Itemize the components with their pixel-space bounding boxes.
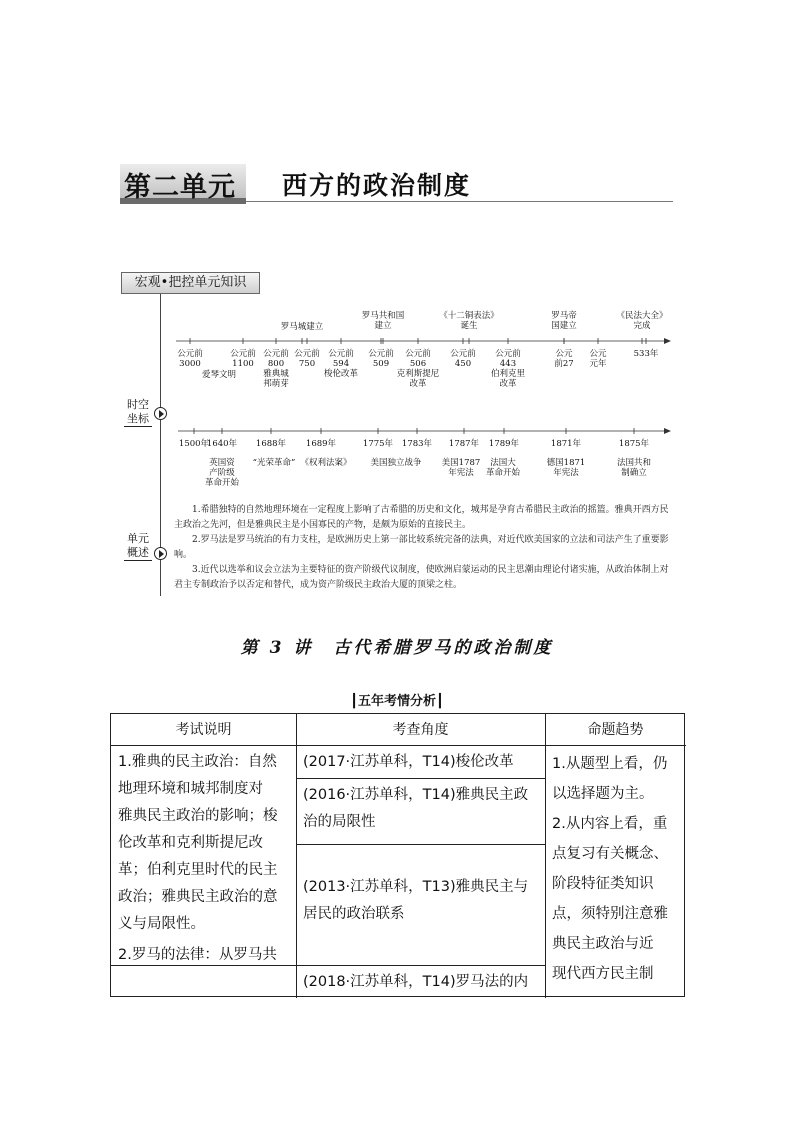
cell-line: (2017·江苏单科，T14)梭伦改革 — [303, 754, 514, 770]
timeline2-year-line: 1875年 — [618, 439, 650, 449]
timeline2-year-line: 1783年 — [401, 439, 433, 449]
cell-line: 阶段特征类知识 — [552, 876, 654, 892]
cell-line: 居民的政治联系 — [303, 906, 405, 922]
timeline1-date-label-line: 800 — [267, 359, 285, 369]
timeline1-date-label — [177, 349, 203, 369]
timeline2-year — [363, 439, 393, 449]
cell-line: 1.从题型上看，仍 — [552, 756, 668, 772]
timeline1-date-label-line: 公元 — [589, 349, 607, 359]
timeline-label-line2: 坐标 — [127, 412, 149, 425]
overview-paragraph: 1.希腊独特的自然地理环境在一定程度上影响了古希腊的历史和文化，城邦是孕育古希腊民主政治的摇篮。雅典开西方民主政治之先河，但是雅典民主是小国寡民的产物，是颇为原始的直接民主。 — [174, 505, 669, 530]
overview-paragraph: 3.近代以选举和议会立法为主要特征的资产阶级代议制度，使欧洲启蒙运动的民主思潮由理论付诸实施，从政治体制上对君主专制政治予以否定和替代，成为资产阶级民主政治大厦的顶梁之柱。 — [174, 565, 669, 590]
timeline1-event-above — [362, 311, 405, 331]
cell-line: (2013·江苏单科，T13)雅典民主与 — [303, 879, 529, 895]
cell-line: 点，须特别注意雅 — [552, 906, 668, 922]
timeline2-event — [547, 458, 586, 478]
table-header-trend: 命题趋势 — [587, 722, 644, 738]
cell-line: 1.雅典的民主政治：自然 — [118, 754, 277, 770]
timeline2-year-line: 1500年 — [178, 439, 210, 449]
timeline1-date-label-line: 3000 — [179, 359, 201, 369]
timeline2-year-line: 1689年 — [305, 439, 337, 449]
timeline1-date-label-line: 克利斯提尼 — [396, 369, 440, 379]
timeline1-date-label-line: 450 — [454, 359, 472, 369]
timeline2-year-line: 1789年 — [488, 439, 520, 449]
timeline1-date-label — [263, 349, 289, 389]
cell-line: 以选择题为主。 — [552, 786, 654, 802]
cell-line: 点复习有关概念、 — [552, 846, 668, 862]
timeline1-event-above-line: 诞生 — [460, 321, 478, 331]
cell-line: (2018·江苏单科，T14)罗马法的内 — [303, 974, 529, 990]
timeline2-event-line: 法国大 — [490, 458, 516, 468]
timeline1-event-above-line: 罗马帝 — [551, 311, 577, 321]
timeline2-event — [486, 458, 520, 478]
table-divider — [296, 844, 545, 845]
timeline2-year — [179, 439, 209, 449]
table-divider — [296, 778, 545, 779]
lecture-title: 第 3 讲 古代希腊罗马的政治制度 — [240, 638, 554, 658]
analysis-table — [110, 713, 685, 997]
timeline1-date-label — [202, 370, 236, 380]
timeline1-date-label-line: 公元前 — [405, 349, 431, 359]
timeline1-date-label-line: 533年 — [633, 349, 659, 359]
timeline2-arrow-icon — [664, 428, 671, 434]
overview-label-line2: 概述 — [127, 546, 149, 559]
cell-line: (2016·江苏单科，T14)雅典民主政 — [303, 787, 529, 803]
timeline2-year-line: 1871年 — [550, 439, 582, 449]
timeline1-date-label-line: 公元前 — [328, 349, 354, 359]
angle-cell — [303, 782, 543, 836]
timeline1-date-label-line: 公元 — [555, 349, 573, 359]
timeline2-year — [256, 439, 286, 449]
cell-line: 现代西方民主制 — [552, 966, 654, 982]
timeline1-event-above — [439, 311, 499, 331]
cell-line: 雅典民主政治的影响；梭 — [118, 808, 278, 824]
timeline1-arrow-icon — [664, 338, 671, 344]
timeline1-date-label — [397, 349, 440, 389]
timeline1-date-label-line: 雅典城 — [263, 369, 289, 379]
timeline2-event-line: 产阶级 — [209, 468, 235, 478]
timeline1-date-label — [450, 349, 476, 369]
trend-cell — [552, 749, 684, 989]
timeline2-year — [207, 439, 237, 449]
timeline1-date-label — [634, 349, 659, 359]
timeline1-event-above — [281, 322, 324, 332]
timeline2-event — [205, 458, 239, 488]
cell-line: 2.从内容上看，重 — [552, 816, 668, 832]
timeline1-event-above-line: 《民法大全》 — [616, 311, 668, 321]
timeline1-date-label — [554, 349, 573, 369]
timeline2-year-line: 1640年 — [206, 439, 238, 449]
timeline2-year-line: 1688年 — [255, 439, 287, 449]
timeline2-event-line: 年宪法 — [553, 468, 579, 478]
timeline2-year — [489, 439, 519, 449]
timeline1-event-above-line: 完成 — [633, 321, 651, 331]
timeline2-event-line: “光荣革命” — [252, 458, 296, 468]
timeline1-event-above — [551, 311, 577, 331]
overview-label-line1: 单元 — [127, 532, 149, 545]
timeline1-date-label-line: 750 — [298, 359, 316, 369]
table-divider — [296, 714, 297, 998]
cell-line: 地理环境和城邦制度对 — [118, 781, 263, 797]
timeline1-date-label-line: 公元前 — [263, 349, 289, 359]
timeline1-date-label-line: 伯利克里 — [490, 369, 526, 379]
timeline1-event-above-line: 国建立 — [551, 321, 577, 331]
timeline1-date-label-line: 公元前 — [230, 349, 256, 359]
table-header-exam: 考试说明 — [175, 722, 232, 738]
timeline1-date-label — [368, 349, 394, 369]
timeline1-date-label — [589, 349, 606, 369]
timeline2-event — [253, 458, 296, 468]
timeline1-date-label-line: 前27 — [554, 359, 574, 369]
timeline1-date-label-line: 梭伦改革 — [323, 369, 359, 379]
timeline2-event-line: 美国独立战争 — [370, 458, 422, 468]
timeline2-year — [551, 439, 581, 449]
timeline2-year-line: 1787年 — [448, 439, 480, 449]
timeline2-year — [402, 439, 432, 449]
timeline2-event-line: 年宪法 — [448, 468, 474, 478]
cell-line: 伦改革和克利斯提尼改 — [118, 835, 263, 851]
timeline1-date-label — [230, 349, 256, 369]
unit-title: 西方的政治制度 — [282, 171, 472, 200]
timeline1-date-label-line: 506 — [409, 359, 427, 369]
timeline2-event-line: 《权利法案》 — [300, 458, 352, 468]
cell-line: 政治；雅典民主政治的意 — [118, 889, 278, 905]
angle-cell — [303, 969, 543, 996]
timeline1-date-label — [294, 349, 320, 369]
timeline1-date-label-line: 爱琴文明 — [201, 370, 237, 380]
timeline1-date-label — [491, 349, 525, 389]
timeline1-date-label-line: 改革 — [409, 379, 427, 389]
timeline1-event-above — [616, 311, 667, 331]
table-header-angle: 考查角度 — [392, 722, 449, 738]
cell-line: 革；伯利克里时代的民主 — [118, 862, 278, 878]
unit-number: 第二单元 — [124, 172, 236, 203]
cell-line: 治的局限性 — [303, 814, 376, 830]
timeline2-year — [619, 439, 649, 449]
timeline2-event-line: 美国1787 — [441, 458, 481, 468]
timeline2-event — [370, 458, 421, 468]
timeline1-date-label-line: 594 — [332, 359, 350, 369]
timeline2-event — [442, 458, 481, 478]
cell-line: 义与局限性。 — [118, 916, 205, 932]
timeline2-event-line: 英国资 — [209, 458, 235, 468]
timeline1-date-label-line: 1100 — [232, 359, 254, 369]
cell-line: 典民主政治与近 — [552, 936, 654, 952]
timeline1-event-above-line: 罗马城建立 — [280, 322, 324, 332]
timeline1-date-label-line: 改革 — [499, 379, 517, 389]
unit-overview — [174, 503, 674, 593]
cell-line: 2.罗马的法律：从罗马共 — [118, 947, 277, 963]
timeline2-event — [617, 458, 651, 478]
timeline2-event — [300, 458, 351, 468]
timeline1-date-label-line: 公元前 — [495, 349, 521, 359]
angle-cell — [303, 749, 543, 776]
timeline1-date-label-line: 公元前 — [368, 349, 394, 359]
timeline1-date-label-line: 公元前 — [294, 349, 320, 359]
timeline2-event-line: 法国共和 — [616, 458, 652, 468]
timeline2-year — [306, 439, 336, 449]
table-divider — [545, 714, 546, 998]
exam-description-cell — [118, 749, 294, 969]
timeline-label-line1: 时空 — [127, 398, 149, 411]
timeline1-date-label-line: 元年 — [589, 359, 607, 369]
timeline2-event-line: 革命开始 — [204, 478, 240, 488]
timeline2-year-line: 1775年 — [362, 439, 394, 449]
timeline2-year — [449, 439, 479, 449]
timeline1-date-label-line: 邦萌芽 — [263, 379, 289, 389]
timeline1-date-label-line: 509 — [372, 359, 390, 369]
timeline1-date-label — [324, 349, 358, 379]
timeline1-date-label-line: 公元前 — [177, 349, 203, 359]
timeline1-date-label-line: 公元前 — [450, 349, 476, 359]
timeline1-event-above-line: 建立 — [374, 321, 392, 331]
timeline1-event-above-line: 罗马共和国 — [361, 311, 405, 321]
timeline1-event-above-line: 《十二铜表法》 — [439, 311, 499, 321]
timeline2-event-line: 制确立 — [621, 468, 647, 478]
macro-tab: 宏观•把控单元知识 — [121, 272, 260, 294]
overview-paragraph: 2.罗马法是罗马统治的有力支柱，是欧洲历史上第一部比较系统完备的法典，对近代欧美国家的立法和司法产生了重要影响。 — [174, 535, 669, 560]
timeline2-event-line: 德国1871 — [546, 458, 586, 468]
timeline2-event-line: 革命开始 — [485, 468, 521, 478]
five-year-heading: ┃五年考情分析┃ — [350, 694, 444, 709]
timeline1-date-label-line: 443 — [499, 359, 517, 369]
angle-cell — [303, 874, 543, 928]
